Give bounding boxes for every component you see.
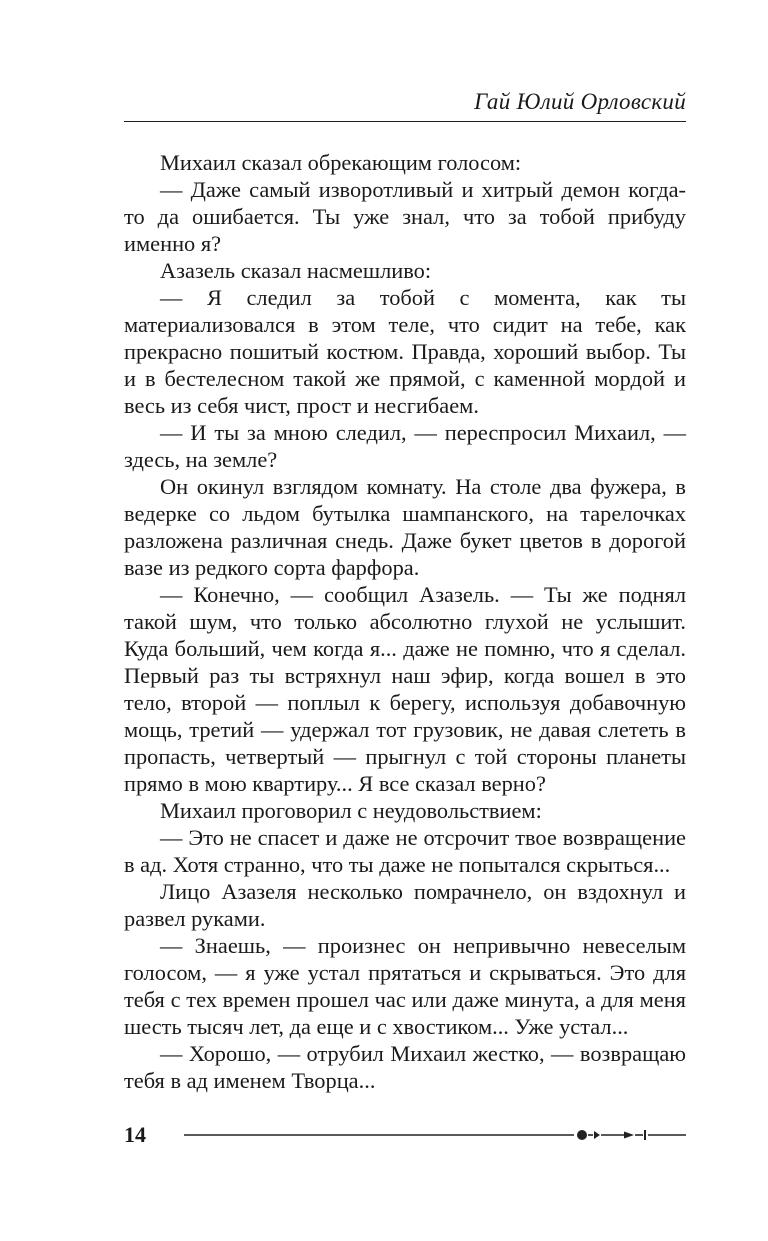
paragraph: — Знаешь, — произнес он непривычно невеселым голосом, — я уже устал прятаться и скрываться. Это для тебя с тех времен прошел час или даже минута, а для меня шесть тысяч лет, да еще и с хвостиком... Уже устал... bbox=[124, 933, 686, 1039]
paragraph: Михаил проговорил с неудовольствием: bbox=[160, 798, 542, 823]
body-text bbox=[124, 149, 686, 1094]
paragraph: — Я следил за тобой с момента, как ты материализовался в этом теле, что сидит на тебе, как прекрасно пошитый костюм. Правда, хороший выбор. Ты и в бестелесном такой же прямой, с каменной мордой и весь из себя чист, прост и несгибаем. bbox=[124, 285, 686, 418]
paragraph: Он окинул взглядом комнату. На столе два фужера, в ведерке со льдом бутылка шампанского, на тарелочках разложена различная снедь. Даже букет цветов в дорогой вазе из редкого сорта фарфора. bbox=[124, 474, 686, 580]
paragraph: — Это не спасет и даже не отсрочит твое возвращение в ад. Хотя странно, что ты даже не попытался скрыться... bbox=[124, 825, 686, 877]
paragraph: Азазель сказал насмешливо: bbox=[160, 258, 432, 283]
page-number: 14 bbox=[124, 1122, 146, 1147]
header-rule bbox=[124, 121, 686, 122]
paragraph: — Конечно, — сообщил Азазель. — Ты же поднял такой шум, что только абсолютно глухой не услышит. Куда больший, чем когда я... даже не помню, что я сделал. Первый раз ты встряхнул наш эфир, когда вошел в это тело, второй — поплыл к берегу, используя добавочную мощь, третий — удержал тот грузовик, не давая слететь в пропасть, четвертый — прыгнул с той стороны планеты прямо в мою квартиру... Я все сказал верно? bbox=[124, 582, 686, 796]
page-footer bbox=[124, 1121, 686, 1149]
paragraph: Лицо Азазеля несколько помрачнело, он вздохнул и развел руками. bbox=[124, 879, 686, 931]
footer-ornament-icon bbox=[184, 1125, 686, 1145]
paragraph: — Даже самый изворотливый и хитрый демон когда-то да ошибается. Ты уже знал, что за тобой прибуду именно я? bbox=[124, 177, 686, 256]
running-head-author: Гай Юлий Орловский bbox=[474, 89, 686, 114]
paragraph: — И ты за мною следил, — переспросил Михаил, — здесь, на земле? bbox=[124, 420, 686, 472]
paragraph: — Хорошо, — отрубил Михаил жестко, — возвращаю тебя в ад именем Творца... bbox=[124, 1041, 686, 1093]
paragraph: Михаил сказал обрекающим голосом: bbox=[160, 150, 522, 175]
